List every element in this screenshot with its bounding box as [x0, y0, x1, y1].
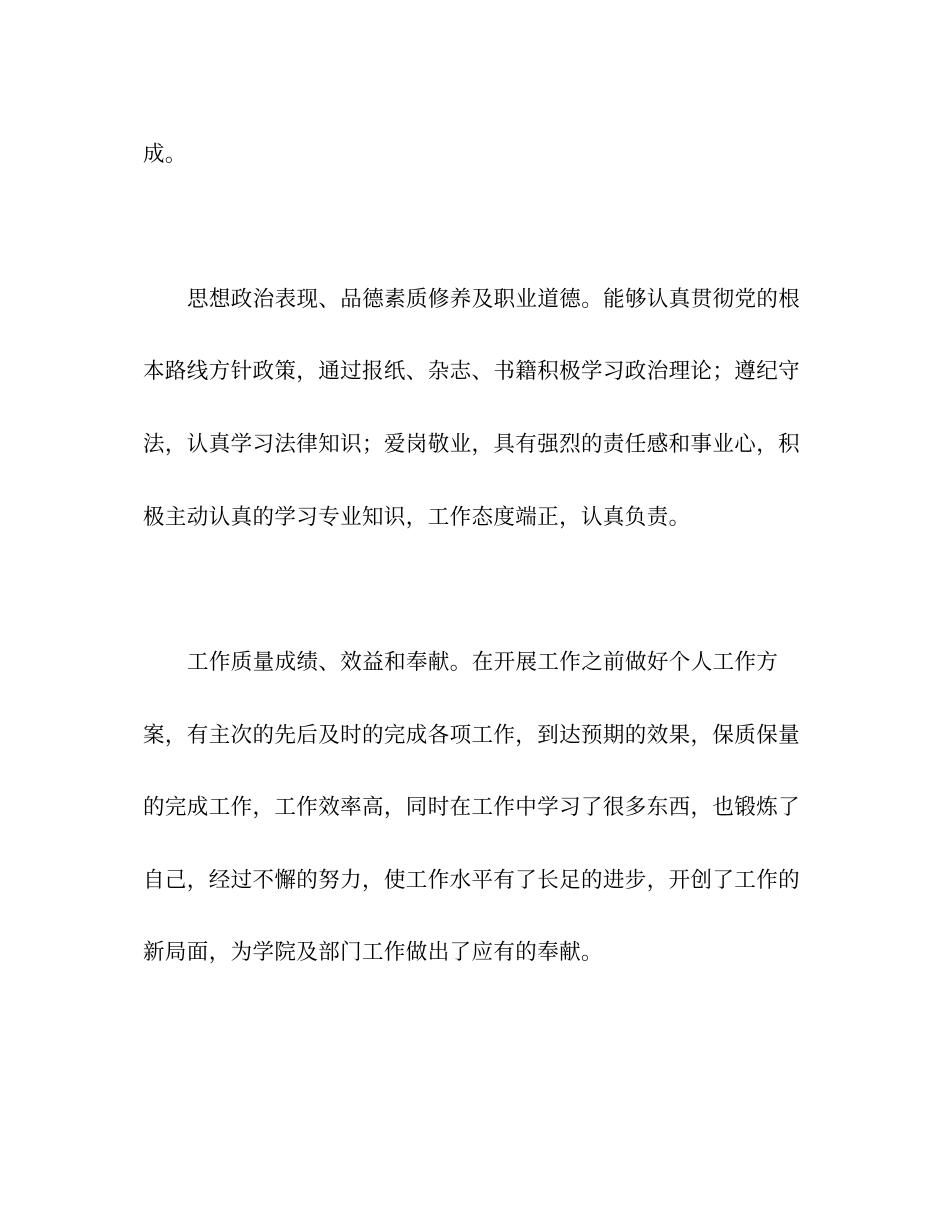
- text-line: 案，有主次的先后及时的完成各项工作，到达预期的效果，保质保量: [143, 723, 801, 748]
- text-line: 新局面，为学院及部门工作做出了应有的奉献。: [143, 940, 603, 965]
- text-line: 极主动认真的学习专业知识，工作态度端正，认真负责。: [143, 505, 691, 530]
- text-line: 工作质量成绩、效益和奉献。在开展工作之前做好个人工作方: [187, 650, 779, 675]
- text-line: 法，认真学习法律知识；爱岗敬业，具有强烈的责任感和事业心，积: [143, 432, 801, 457]
- text-line: 思想政治表现、品德素质修养及职业道德。能够认真贯彻党的根: [187, 287, 801, 312]
- text-line: 本路线方针政策，通过报纸、杂志、书籍积极学习政治理论；遵纪守: [143, 359, 801, 384]
- text-line: 自己，经过不懈的努力，使工作水平有了长足的进步，开创了工作的: [143, 868, 801, 893]
- text-line: 的完成工作，工作效率高，同时在工作中学习了很多东西，也锻炼了: [143, 795, 801, 820]
- text-line: 成。: [143, 142, 187, 167]
